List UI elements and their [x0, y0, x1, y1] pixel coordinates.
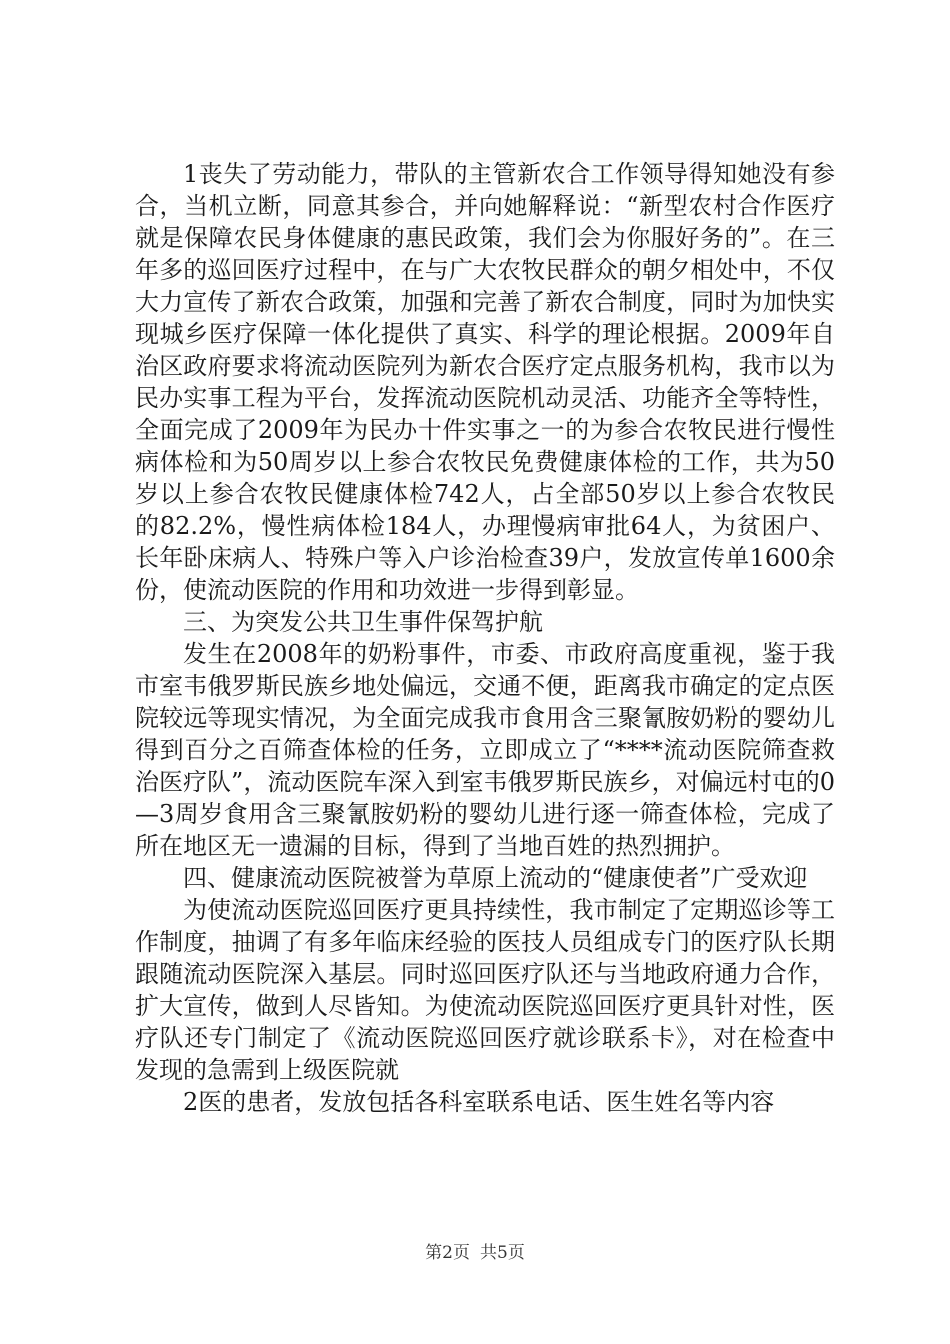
paragraph: 1丧失了劳动能力，带队的主管新农合工作领导得知她没有参合，当机立断，同意其参合，并向她解释说：“新型农村合作医疗就是保障农民身体健康的惠民政策，我们会为你服好务的”。在三年多的巡回医疗过程中，在与广大农牧民群众的朝夕相处中，不仅大力宣传了新农合政策，加强和完善了新农合制度，同时为加快实现城乡医疗保障一体化提供了真实、科学的理论根据。2009年自治区政府要求将流动医院列为新农合医疗定点服务机构，我市以为民办实事工程为平台，发挥流动医院机动灵活、功能齐全等特性，全面完成了2009年为民办十件实事之一的为参合农牧民进行慢性病体检和为50周岁以上参合农牧民免费健康体检的工作，共为50岁以上参合农牧民健康体检742人，占全部50岁以上参合农牧民的82.2%，慢性病体检184人，办理慢病审批64人，为贫困户、长年卧床病人、特殊户等入户诊治检查39户，发放宣传单1600余份，使流动医院的作用和功效进一步得到彰显。	[135, 160, 835, 604]
section-heading: 四、健康流动医院被誉为草原上流动的“健康使者”广受欢迎	[183, 864, 808, 892]
paragraph: 2医的患者，发放包括各科室联系电话、医生姓名等内容	[183, 1088, 775, 1116]
page-footer	[0, 1238, 950, 1263]
paragraph: 发生在2008年的奶粉事件，市委、市政府高度重视，鉴于我市室韦俄罗斯民族乡地处偏远，交通不便，距离我市确定的定点医院较远等现实情况，为全面完成我市食用含三聚氰胺奶粉的婴幼儿得到百分之百筛查体检的任务，立即成立了“****流动医院筛查救治医疗队”，流动医院车深入到室韦俄罗斯民族乡，对偏远村屯的0—3周岁食用含三聚氰胺奶粉的婴幼儿进行逐一筛查体检，完成了所在地区无一遗漏的目标，得到了当地百姓的热烈拥护。	[135, 640, 835, 860]
page-total: 共5页	[480, 1243, 525, 1263]
section-heading: 三、为突发公共卫生事件保驾护航	[183, 608, 543, 636]
page-number: 第2页	[425, 1243, 470, 1263]
paragraph: 为使流动医院巡回医疗更具持续性，我市制定了定期巡诊等工作制度，抽调了有多年临床经验的医技人员组成专门的医疗队长期跟随流动医院深入基层。同时巡回医疗队还与当地政府通力合作，扩大宣传，做到人尽皆知。为使流动医院巡回医疗更具针对性，医疗队还专门制定了《流动医院巡回医疗就诊联系卡》，对在检查中发现的急需到上级医院就	[135, 896, 835, 1084]
document-body	[135, 158, 835, 1118]
